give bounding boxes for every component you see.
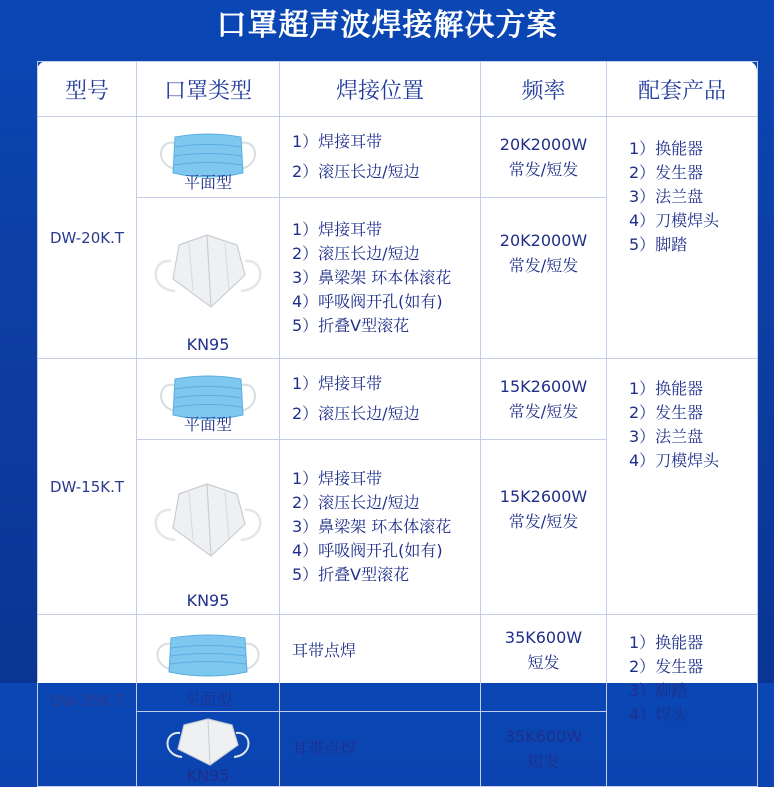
kn95-mask-icon <box>158 717 258 767</box>
header-model: 型号 <box>38 62 137 117</box>
weld-position-item: 1）焊接耳带 <box>292 132 383 151</box>
mask-type-label: KN95 <box>186 766 230 785</box>
mask-type-label: KN95 <box>186 335 230 354</box>
product-item: 1）换能器 <box>629 139 704 158</box>
table-header-row <box>38 62 758 117</box>
table-row <box>38 117 758 198</box>
weld-position-cell <box>280 359 481 440</box>
product-item: 4）焊头 <box>629 705 688 724</box>
product-item: 5）脚踏 <box>629 235 688 254</box>
surgical-mask-icon <box>149 632 267 682</box>
product-item: 1）换能器 <box>629 379 704 398</box>
frequency-mode: 常发/短发 <box>508 402 579 421</box>
frequency-mode: 常发/短发 <box>508 160 579 179</box>
weld-position-cell <box>280 117 481 198</box>
frequency-power: 35K600W <box>504 628 583 647</box>
weld-position-item: 5）折叠V型滚花 <box>292 565 410 584</box>
page-title: 口罩超声波焊接解决方案 <box>216 8 558 43</box>
weld-position-item: 3）鼻梁架 环本体滚花 <box>292 268 452 287</box>
products-cell <box>607 117 758 359</box>
product-item: 2）发生器 <box>629 403 704 422</box>
frequency-power: 20K2000W <box>499 231 588 250</box>
frequency-cell <box>481 198 607 359</box>
model-cell: DW-20K.T <box>38 117 137 359</box>
weld-position-item: 3）鼻梁架 环本体滚花 <box>292 517 452 536</box>
weld-position-item: 4）呼吸阀开孔(如有) <box>292 292 443 311</box>
product-item: 3）法兰盘 <box>629 427 704 446</box>
frequency-mode: 短发 <box>527 653 560 672</box>
frequency-mode: 常发/短发 <box>508 512 579 531</box>
frequency-mode: 短发 <box>527 752 560 771</box>
table-row <box>38 359 758 440</box>
product-item: 2）发生器 <box>629 657 704 676</box>
weld-position-cell <box>280 440 481 615</box>
product-item: 4）刀模焊头 <box>629 451 720 470</box>
model-cell: DW-35K.T <box>38 615 137 787</box>
weld-position-item: 2）滚压长边/短边 <box>292 404 420 423</box>
header-frequency: 频率 <box>481 62 607 117</box>
frequency-cell <box>481 359 607 440</box>
frequency-cell <box>481 615 607 712</box>
weld-position-item: 4）呼吸阀开孔(如有) <box>292 541 443 560</box>
weld-position-cell <box>280 712 481 787</box>
mask-type-cell <box>137 615 280 712</box>
weld-position-item: 2）滚压长边/短边 <box>292 162 420 181</box>
weld-position-item: 5）折叠V型滚花 <box>292 316 410 335</box>
kn95-mask-icon <box>149 231 267 311</box>
mask-type-label: 平面型 <box>183 690 232 709</box>
product-item: 3）脚踏 <box>629 681 688 700</box>
weld-position-item: 2）滚压长边/短边 <box>292 493 420 512</box>
mask-type-cell <box>137 440 280 615</box>
weld-position-item: 1）焊接耳带 <box>292 374 383 393</box>
weld-position-item: 2）滚压长边/短边 <box>292 244 420 263</box>
mask-type-label: 平面型 <box>183 415 232 434</box>
frequency-power: 20K2000W <box>499 135 588 154</box>
weld-position-item: 1）焊接耳带 <box>292 469 383 488</box>
frequency-power: 15K2600W <box>499 377 588 396</box>
header-products: 配套产品 <box>607 62 758 117</box>
frequency-cell <box>481 117 607 198</box>
products-cell <box>607 615 758 787</box>
frequency-cell <box>481 712 607 787</box>
solution-table <box>37 61 758 787</box>
model-cell: DW-15K.T <box>38 359 137 615</box>
weld-position-item: 1）焊接耳带 <box>292 220 383 239</box>
weld-position-cell <box>280 615 481 712</box>
table-row <box>38 615 758 712</box>
kn95-mask-icon <box>149 480 267 560</box>
product-item: 2）发生器 <box>629 163 704 182</box>
mask-type-cell <box>137 198 280 359</box>
product-item: 3）法兰盘 <box>629 187 704 206</box>
weld-position-item: 耳带点焊 <box>292 739 357 758</box>
product-item: 1）换能器 <box>629 633 704 652</box>
solution-table-card <box>37 61 757 785</box>
frequency-power: 15K2600W <box>499 487 588 506</box>
frequency-mode: 常发/短发 <box>508 256 579 275</box>
mask-type-label: 平面型 <box>183 173 232 192</box>
mask-type-cell <box>137 359 280 440</box>
weld-position-cell <box>280 198 481 359</box>
weld-position-item: 耳带点焊 <box>292 641 357 660</box>
products-cell <box>607 359 758 615</box>
frequency-cell <box>481 440 607 615</box>
mask-type-cell <box>137 712 280 787</box>
product-item: 4）刀模焊头 <box>629 211 720 230</box>
header-weld-position: 焊接位置 <box>280 62 481 117</box>
header-mask-type: 口罩类型 <box>137 62 280 117</box>
mask-type-label: KN95 <box>186 591 230 610</box>
frequency-power: 35K600W <box>504 727 583 746</box>
mask-type-cell <box>137 117 280 198</box>
